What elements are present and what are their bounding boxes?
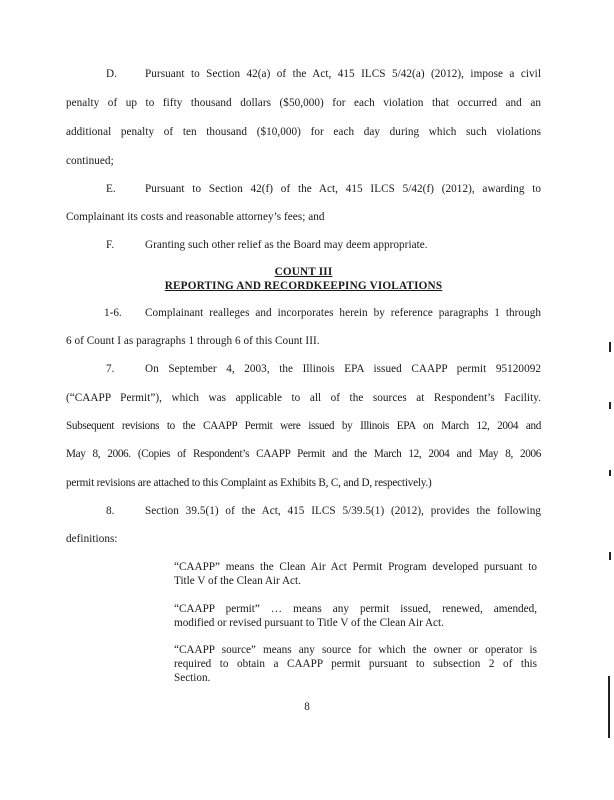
para-1-6-line-2: 6 of Count I as paragraphs 1 through 6 of this Count III. [66,335,320,347]
para-8-line-1: Section 39.5(1) of the Act, 415 ILCS 5/39.5(1) (2012), provides the following [145,505,541,517]
para-7-line-1: On September 4, 2003, the Illinois EPA issued CAAPP permit 95120092 [145,363,541,375]
para-d-label: D. [106,68,117,80]
para-d-line-4: continued; [66,155,114,167]
para-7-label: 7. [106,363,115,375]
para-e-label: E. [106,183,116,195]
definition-caapp-source-line-3: Section. [174,672,211,684]
para-1-6-line-1: Complainant realleges and incorporates herein by reference paragraphs 1 through [145,307,541,319]
count-heading: COUNT III [274,266,333,278]
page-number: 8 [304,701,310,713]
para-1-6-label: 1-6. [104,307,122,319]
para-8-label: 8. [106,505,115,517]
definition-caapp-line-2: Title V of the Clean Air Act. [174,575,301,587]
para-7-line-2: (“CAAPP Permit”), which was applicable to all of the sources at Respondent’s Facility. [66,392,541,404]
definition-caapp-permit-line-2: modified or revised pursuant to Title V of the Clean Air Act. [174,617,444,629]
count-title: REPORTING AND RECORDKEEPING VIOLATIONS [164,280,443,292]
para-d-line-1: Pursuant to Section 42(a) of the Act, 415 ILCS 5/42(a) (2012), impose a civil [145,68,541,80]
scan-mark [609,342,611,352]
para-e-line-1: Pursuant to Section 42(f) of the Act, 415 ILCS 5/42(f) (2012), awarding to [145,183,541,195]
definition-caapp-line-1: “CAAPP” means the Clean Air Act Permit Program developed pursuant to [174,561,537,573]
scan-mark [609,552,611,560]
para-d-line-3: additional penalty of ten thousand ($10,000) for each day during which such violations [66,126,541,138]
definition-caapp-source-line-2: required to obtain a CAAPP permit pursuant to subsection 2 of this [174,658,537,670]
para-7-line-4: May 8, 2006. (Copies of Respondent’s CAAPP Permit and the March 12, 2004 and May 8, 2006 [66,448,541,460]
scan-mark [608,676,610,738]
para-7-line-5: permit revisions are attached to this Complaint as Exhibits B, C, and D, respectively.) [66,477,432,489]
para-7-line-3: Subsequent revisions to the CAAPP Permit were issued by Illinois EPA on March 12, 2004 and [66,420,541,432]
para-f-line-1: Granting such other relief as the Board may deem appropriate. [145,239,428,251]
para-e-line-2: Complainant its costs and reasonable attorney’s fees; and [66,211,325,223]
definition-caapp-source-line-1: “CAAPP source” means any source for which the owner or operator is [174,644,537,656]
para-8-line-2: definitions: [66,533,118,545]
definition-caapp-permit-line-1: “CAAPP permit” … means any permit issued, renewed, amended, [174,603,537,615]
para-f-label: F. [106,239,115,251]
scan-mark [609,402,611,409]
para-d-line-2: penalty of up to fifty thousand dollars ($50,000) for each violation that occurred and an [66,97,541,109]
scan-mark [609,470,611,476]
